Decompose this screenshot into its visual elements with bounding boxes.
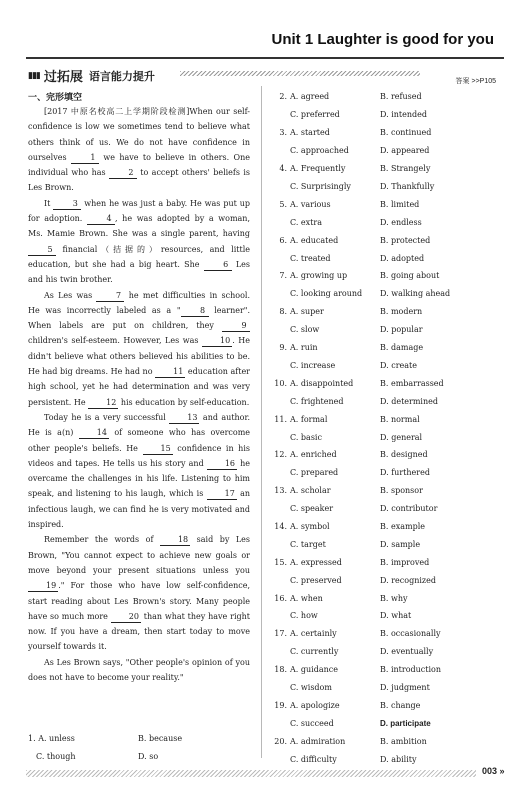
option-text: A. enriched [290,450,337,460]
question-item [270,553,506,589]
question-item [270,88,506,124]
option-text: A. symbol [290,522,330,531]
option-b[interactable]: B. improved [380,557,430,567]
option-text: A. ruin [290,343,318,353]
section-heading [28,66,155,85]
option-a[interactable] [270,164,380,173]
footer-hatch [26,770,476,777]
option-b[interactable]: B. change [380,700,421,710]
option-b[interactable]: B. why [380,593,408,603]
option-d[interactable]: D. popular [380,325,423,335]
option-text: A. disappointed [290,378,354,388]
option-b[interactable]: B. refused [380,92,422,102]
option-text: A. admiration [290,736,346,746]
option-a[interactable] [270,128,380,137]
passage-paragraph [28,655,250,686]
option-b[interactable]: B. embarrassed [380,378,444,388]
option-text: C. Surprisingly [290,181,351,191]
option-b[interactable]: B. continued [380,128,432,138]
question-item [270,339,506,375]
passage-text: an infectious laugh, we can find he is very motivated and inspired. [28,489,251,530]
blank[interactable]: 13 [169,412,199,424]
option-d[interactable]: D. contributor [380,504,438,514]
blank[interactable]: 2 [109,167,137,179]
question-item [270,195,506,231]
option-b[interactable]: B. going about [380,271,440,281]
option-a[interactable] [270,271,380,280]
option-b[interactable]: B. protected [380,235,431,245]
option-text: C. preserved [290,575,342,585]
option-b[interactable]: B. designed [380,450,428,460]
question-number: 10. [274,378,287,388]
question-number: 16. [274,593,287,603]
option-d[interactable]: D. eventually [380,647,434,657]
option-a[interactable] [270,200,380,209]
question-item [270,374,506,410]
option-text: A. various [290,199,331,209]
passage-text: When our self-confidence is low we sometimes tend to believe what others think of us. We do not have confidence in ourselves [28,107,250,162]
option-c[interactable] [270,182,380,191]
option-c[interactable] [270,254,380,263]
option-a[interactable] [270,665,380,674]
blank[interactable]: 20 [111,611,141,623]
option-a[interactable] [270,343,380,352]
option-text: A. when [290,593,323,603]
option-b[interactable]: B. Strangely [380,164,431,174]
blank[interactable]: 8 [181,305,209,317]
option-c[interactable] [270,647,380,656]
passage-text: , he was adopted by a woman, Ms. Mamie Brown. She was a single parent, having [28,214,250,239]
passage-text: and author. He is a(n) [28,412,250,438]
option-a[interactable] [270,558,380,567]
header-rule [26,57,504,59]
option-text: C. currently [290,647,339,657]
question-item [270,661,506,697]
option-text: C. extra [290,217,322,227]
passage-paragraph [28,288,250,410]
option-text: C. looking around [290,289,363,299]
option-d[interactable]: D. Thankfully [380,181,435,191]
option-text: A. guidance [290,665,338,675]
section-bars-icon: ▮▮▮ [28,70,40,81]
question-number: 17. [274,629,287,639]
option-a[interactable] [270,737,380,746]
question-number: 9. [279,343,287,353]
page-number: 003 » [482,766,505,776]
option-a[interactable] [270,522,380,531]
question-item [270,732,506,768]
option-a[interactable] [270,415,380,424]
option-a[interactable] [270,701,380,710]
passage-paragraph [28,104,250,196]
blank[interactable]: 7 [96,290,124,302]
option-text: A. super [290,307,324,317]
option-a[interactable] [28,734,138,743]
option-b[interactable]: B. because [138,734,183,744]
option-c[interactable] [270,146,380,155]
option-d[interactable]: D. sample [380,539,421,549]
passage-paragraph [28,410,250,532]
passage-paragraph [28,196,250,288]
question-item [270,589,506,625]
option-text: C. prepared [290,468,339,478]
passage-text: ." For those who have low self-confidence, start reading about Les Brown's story. Many people have so much more [28,581,250,621]
question-item [270,124,506,160]
question-number: 20. [274,736,287,746]
option-text: A. agreed [290,92,330,102]
question-number: 1. [28,734,36,744]
option-b[interactable]: B. normal [380,414,420,424]
options-column [270,88,506,768]
blank[interactable]: 4 [87,213,115,225]
option-a[interactable] [270,307,380,316]
blank[interactable]: 5 [28,244,56,256]
passage-text: Les and his twin brother. [28,259,251,285]
passage-text: Remember the words of [44,535,154,545]
option-text: A. Frequently [290,164,346,174]
unit-title: Unit 1 Laughter is good for you [271,31,494,48]
option-d[interactable]: D. determined [380,396,438,406]
option-c[interactable] [270,325,380,334]
part-title: 一、完形填空 [28,92,83,102]
passage-text: As Les Brown says, "Other people's opinion of you does not have to become your reality." [28,657,250,682]
option-c[interactable] [270,540,380,549]
question-number: 4. [279,164,287,174]
question-number: 5. [279,199,287,209]
option-c[interactable] [270,611,380,620]
option-text: C. speaker [290,504,334,514]
section-main-title: 过拓展 [43,69,83,84]
passage-text: said by Les Brown, "You cannot expect to achieve new goals or move beyond your present situations unless you [28,535,251,575]
option-text: A. certainly [290,629,337,639]
blank[interactable]: 11 [155,366,185,378]
question-number: 6. [279,235,287,245]
option-b[interactable]: B. damage [380,343,424,353]
option-text: C. slow [290,325,320,335]
option-b[interactable]: B. introduction [380,665,442,675]
question-number: 14. [274,522,287,531]
option-c[interactable]: C. though [36,752,76,762]
blank[interactable]: 17 [207,488,237,500]
passage-text: to accept others' beliefs is Les Brown. [28,168,250,193]
question-number: 3. [279,128,287,138]
passage-text: learner". When labels are put on children, they [28,305,251,331]
option-d[interactable]: D. adopted [380,253,425,263]
question-item [270,697,506,733]
blank[interactable]: 9 [222,320,250,332]
option-text: C. basic [290,432,322,442]
option-b[interactable]: B. modern [380,307,423,317]
blank[interactable]: 3 [53,198,81,210]
option-text: A. apologize [290,700,340,710]
option-text: A. growing up [290,271,348,281]
question-item [270,303,506,339]
option-text: A. scholar [290,486,331,496]
option-d[interactable]: D. judgment [380,683,430,693]
question-number: 19. [274,700,287,710]
blank[interactable]: 15 [143,443,173,455]
option-c[interactable] [270,468,380,477]
option-text: A. started [290,128,330,138]
question-1 [28,730,250,766]
option-text: A. educated [290,235,339,245]
question-item [270,410,506,446]
option-c[interactable] [270,576,380,585]
option-text: C. how [290,611,318,621]
question-number: 2. [279,92,287,102]
option-d[interactable]: D. participate [380,718,431,728]
option-a[interactable] [270,486,380,495]
option-d[interactable]: D. create [380,360,417,370]
blank[interactable]: 14 [79,427,109,439]
passage-text: his education by self-education. [120,397,250,407]
passage-text: children's self-esteem. However, Les was [28,336,199,346]
passage-text: financial（拮据的）resources, and little education, but she had a big heart. She [28,244,250,269]
option-d[interactable]: D. what [380,611,412,621]
option-d[interactable]: D. general [380,432,423,442]
option-a[interactable] [270,379,380,388]
question-item [270,231,506,267]
option-d[interactable]: D. intended [380,110,428,120]
option-text: C. increase [290,360,336,370]
option-c[interactable] [270,683,380,692]
option-text: A. expressed [290,557,342,567]
option-b[interactable]: B. limited [380,199,420,209]
question-item [270,267,506,303]
option-d[interactable]: D. appeared [380,146,430,156]
question-number: 7. [279,271,287,281]
option-a[interactable] [270,594,380,603]
passage-text: It [44,198,51,208]
question-number: 8. [279,307,287,317]
option-b[interactable]: B. occasionally [380,629,441,639]
question-item [270,160,506,196]
option-d[interactable]: D. walking ahead [380,289,451,299]
passage-text: As Les was [44,290,93,300]
blank[interactable]: 12 [88,397,118,409]
blank[interactable]: 16 [207,458,237,470]
question-number: 18. [274,665,287,675]
question-item [270,482,506,518]
passage-text: . He didn't believe what others believed his abilities to be. He had big dreams. He had no [28,336,251,377]
passage-text: of someone who has overcome other people's beliefs. He [28,428,251,453]
option-a[interactable] [270,629,380,638]
option-d[interactable]: D. furthered [380,468,430,478]
passage-paragraph [28,532,250,654]
option-d[interactable]: D. endless [380,217,422,227]
option-text: C. target [290,539,326,549]
question-item [270,625,506,661]
option-c[interactable] [270,755,380,764]
option-c[interactable] [270,397,380,406]
option-text: C. succeed [290,718,334,728]
passage-text: he overcame the challenges in his life. Listening to him speak, and listening to his laugh, which is [28,458,250,499]
option-text: C. wisdom [290,683,332,693]
option-c[interactable] [270,218,380,227]
option-c[interactable] [270,110,380,119]
column-divider [261,86,262,758]
option-text: C. frightened [290,396,344,406]
blank[interactable]: 19 [28,580,58,592]
answer-reference: 答案 >>P105 [455,78,496,85]
option-a[interactable] [270,450,380,459]
option-b[interactable]: B. sponsor [380,486,423,496]
cloze-passage [28,104,250,685]
option-c[interactable] [270,289,380,298]
option-c[interactable] [270,719,380,728]
question-item [270,446,506,482]
passage-text: when he was just a baby. He was put up for adoption. [28,198,251,224]
question-item [270,518,506,554]
blank[interactable]: 1 [71,152,99,164]
option-text: C. difficulty [290,754,337,764]
passage-text: we have to believe in others. One individual who has [28,152,250,178]
passage-text: than what they have right now. If you have a dream, then start today to move yourself towards it. [28,611,250,652]
option-text: C. approached [290,146,349,156]
option-text: C. treated [290,253,331,263]
option-text: A. formal [290,414,328,424]
blank[interactable]: 6 [204,259,232,271]
option-d[interactable]: D. recognized [380,575,436,585]
blank[interactable]: 10 [202,335,232,347]
option-a[interactable] [270,92,380,101]
source-tag: [2017 中原名校高二上学期阶段检测] [44,107,190,116]
question-number: 11. [274,414,287,424]
question-number: 13. [274,486,287,496]
option-d[interactable]: D. ability [380,754,417,764]
passage-text: he met difficulties in school. He was incorrectly labeled as a " [28,290,251,315]
section-subtitle: 语言能力提升 [88,70,155,83]
option-text: A. unless [38,734,75,744]
passage-text: education after high school, yet he had determination and was very persistent. He [28,367,251,407]
passage-text: confidence in his videos and tapes. He tells us his story and [28,443,251,468]
option-a[interactable] [270,236,380,245]
question-number: 15. [274,557,287,567]
option-b[interactable]: B. ambition [380,736,427,746]
header-hatch [180,71,420,76]
option-d[interactable]: D. so [138,752,159,762]
passage-text: Today he is a very successful [44,412,166,422]
option-c[interactable] [270,504,380,513]
option-b[interactable]: B. example [380,522,425,531]
option-c[interactable] [270,433,380,442]
blank[interactable]: 18 [160,534,190,546]
option-text: C. preferred [290,110,340,120]
question-number: 12. [274,450,287,460]
option-c[interactable] [270,361,380,370]
